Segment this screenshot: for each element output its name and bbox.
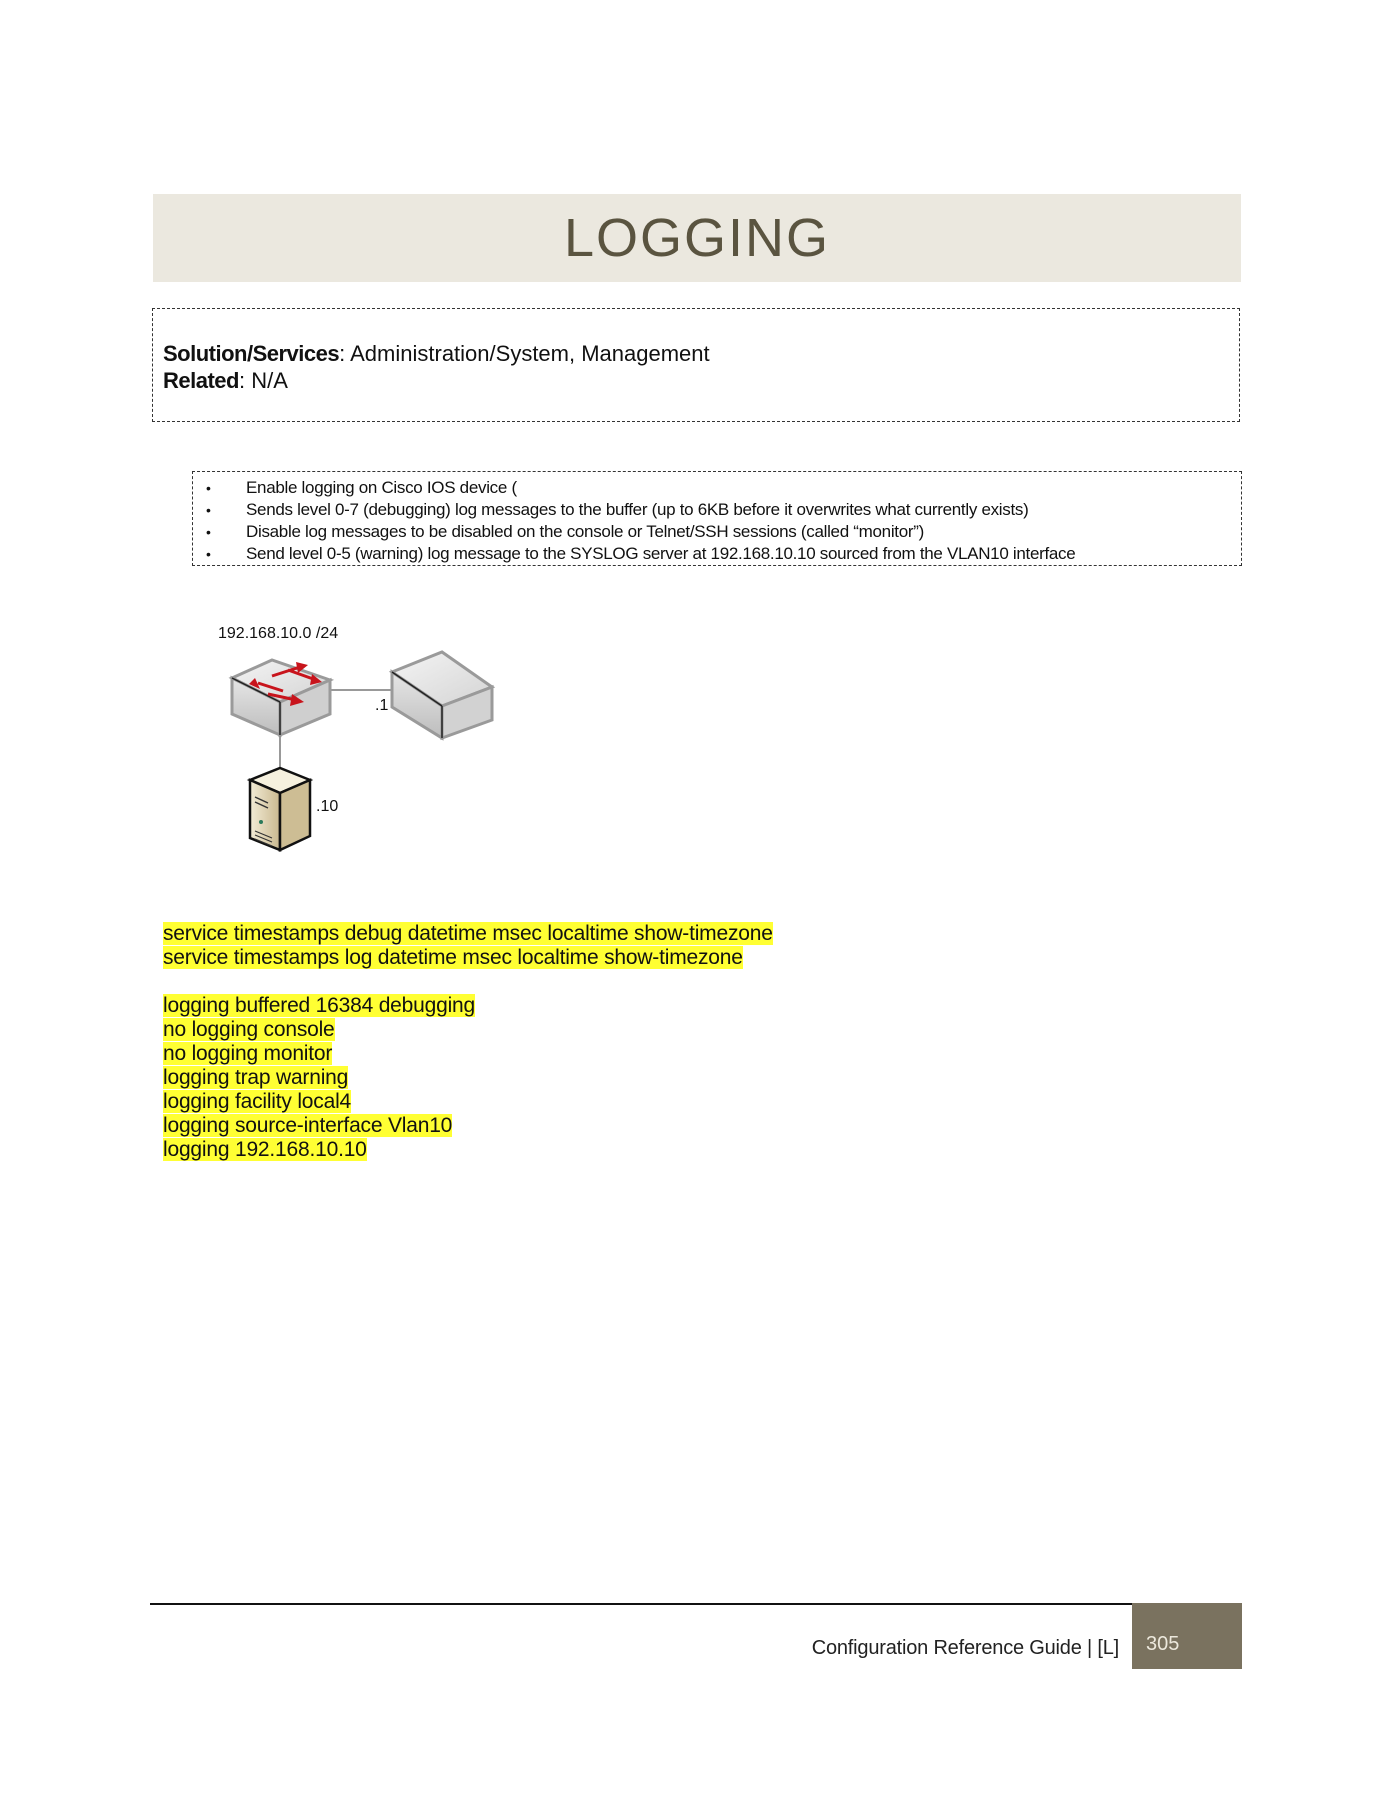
- config-line: logging 192.168.10.10: [163, 1138, 367, 1161]
- related-value: : N/A: [238, 368, 288, 393]
- page-number-box: [1132, 1603, 1242, 1669]
- bullet-icon: •: [206, 480, 211, 496]
- related-label: Related: [163, 368, 239, 393]
- bullet-icon: •: [206, 502, 211, 518]
- bullet-icon: •: [206, 546, 211, 562]
- page-title: LOGGING: [563, 208, 831, 268]
- router-icon: [392, 652, 492, 738]
- network-diagram: [200, 610, 520, 870]
- footer-guide-text: Configuration Reference Guide | [L]: [811, 1637, 1119, 1659]
- config-line: logging facility local4: [163, 1090, 352, 1113]
- list-item: • Send level 0-5 (warning) log message to the SYSLOG server at 192.168.10.10 sourced from the VLAN10 interface: [206, 544, 1076, 563]
- solution-services-line: [163, 341, 710, 367]
- solution-value: : Administration/System, Management: [339, 341, 710, 366]
- footer-divider: [150, 1603, 1132, 1605]
- server-icon: [250, 768, 310, 850]
- list-item: • Enable logging on Cisco IOS device (: [206, 478, 517, 497]
- config-line: no logging console: [163, 1018, 335, 1041]
- config-line: logging trap warning: [163, 1066, 349, 1089]
- solution-label: Solution/Services: [163, 341, 340, 366]
- meta-box: [152, 308, 1240, 422]
- config-line: logging buffered 16384 debugging: [163, 994, 476, 1017]
- summary-bullets-box: [192, 471, 1242, 566]
- config-line: service timestamps debug datetime msec localtime show-timezone: [163, 922, 773, 945]
- config-block: [163, 922, 773, 1162]
- title-band: [153, 194, 1241, 282]
- config-line: no logging monitor: [163, 1042, 333, 1065]
- server-ip-label: .10: [316, 798, 339, 815]
- bullet-icon: •: [206, 524, 211, 540]
- list-item: • Sends level 0-7 (debugging) log messages to the buffer (up to 6KB before it overwrites what currently exists): [206, 500, 1029, 519]
- list-item: • Disable log messages to be disabled on the console or Telnet/SSH sessions (called “monitor”): [206, 522, 924, 541]
- config-line: logging source-interface Vlan10: [163, 1114, 453, 1137]
- router-ip-label: .1: [375, 697, 389, 714]
- subnet-label: 192.168.10.0 /24: [218, 625, 339, 642]
- switch-icon: [232, 660, 330, 735]
- bullet-list: [193, 477, 1075, 565]
- page-number: 305: [1146, 1633, 1180, 1655]
- related-line: [163, 368, 288, 394]
- config-line: service timestamps log datetime msec localtime show-timezone: [163, 946, 743, 969]
